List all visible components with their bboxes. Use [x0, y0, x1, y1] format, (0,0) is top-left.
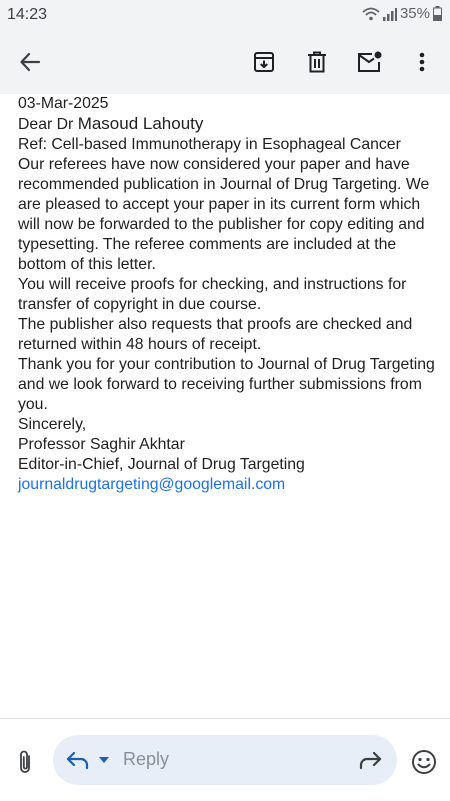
salutation	[18, 114, 442, 135]
archive-button[interactable]	[246, 44, 282, 80]
attachment-icon	[17, 749, 33, 775]
reply-bar	[0, 718, 450, 801]
signer-title: Editor-in-Chief, Journal of Drug Targeting	[18, 456, 305, 473]
back-arrow-icon	[19, 51, 41, 73]
email-body	[18, 94, 442, 495]
emoji-icon[interactable]	[410, 748, 438, 776]
wifi-icon	[362, 7, 380, 21]
more-options-button[interactable]	[404, 44, 440, 80]
email-date: 03-Mar-2025	[18, 95, 109, 112]
reference-line: Ref: Cell-based Immunotherapy in Esophageal Cancer	[18, 136, 401, 153]
forward-icon[interactable]	[357, 748, 383, 772]
body-paragraph: You will receive proofs for checking, and instructions for transfer of copyright in due course.	[18, 276, 407, 313]
delete-button[interactable]	[299, 44, 335, 80]
reply-icon[interactable]	[65, 748, 91, 772]
body-paragraph: Our referees have now considered your paper and have recommended publication in Journal of Drug Targeting. We are pleased to accept your paper in its current form which will now be forwarded to the publisher for copy editing and typesetting. The referee comments are included at the bottom of this letter.	[18, 156, 430, 273]
archive-icon	[253, 51, 275, 73]
signer-name: Professor Saghir Akhtar	[18, 436, 185, 453]
attach-button[interactable]	[10, 747, 40, 777]
reply-placeholder: Reply	[123, 749, 170, 769]
delete-icon	[307, 51, 327, 73]
toolbar	[0, 30, 450, 94]
signer-email-link[interactable]: journaldrugtargeting@googlemail.com	[18, 476, 286, 493]
status-time: 14:23	[7, 6, 48, 23]
status-bar	[0, 0, 450, 30]
status-icons	[362, 5, 442, 22]
closing: Sincerely,	[18, 416, 87, 433]
signal-icon	[383, 7, 397, 21]
mark-unread-icon	[357, 51, 383, 73]
battery-icon	[433, 6, 442, 21]
mark-unread-button[interactable]	[352, 44, 388, 80]
more-vert-icon	[419, 51, 425, 73]
back-button[interactable]	[12, 44, 48, 80]
salutation-prefix: Dear Dr	[18, 116, 78, 133]
dropdown-caret-icon[interactable]	[97, 753, 111, 767]
recipient-name: Masoud Lahouty	[77, 114, 204, 133]
body-paragraph: Thank you for your contribution to Journal of Drug Targeting and we look forward to receiving further submissions from you.	[18, 356, 435, 413]
body-paragraph: The publisher also requests that proofs are checked and returned within 48 hours of receipt.	[18, 316, 413, 353]
reply-input[interactable]	[53, 735, 397, 785]
battery-percent: 35%	[399, 5, 430, 22]
